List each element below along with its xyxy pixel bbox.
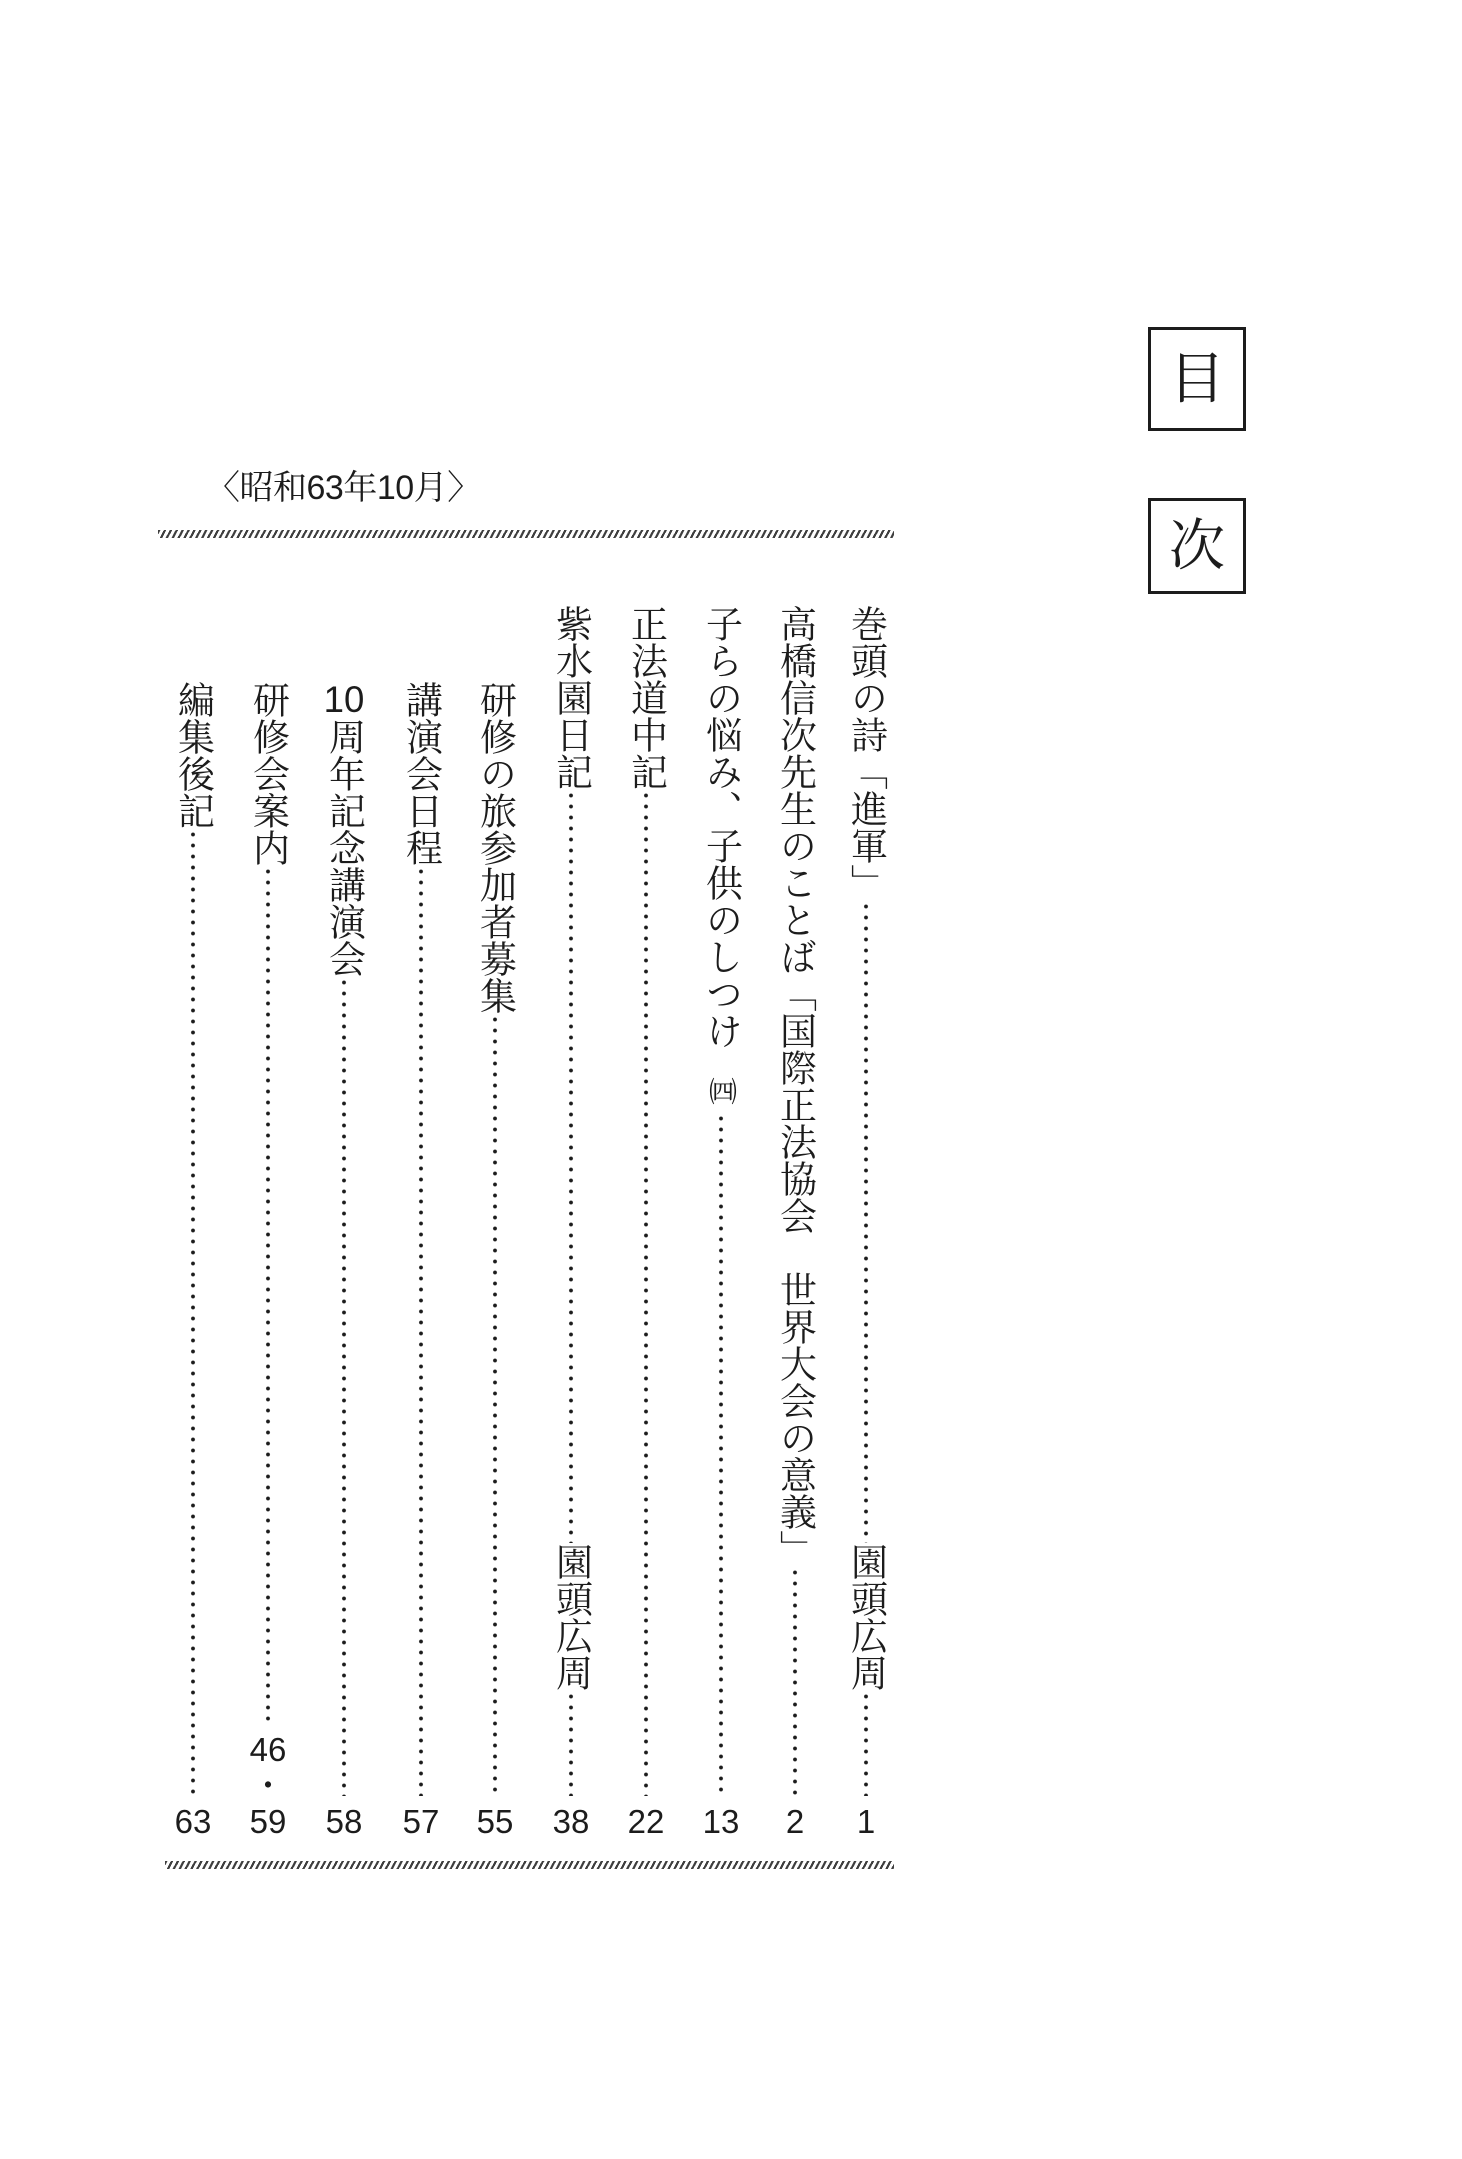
page-number: 22	[627, 1803, 665, 1840]
entry-title: 巻頭の詩「進軍」	[845, 605, 887, 901]
page-number: 55	[476, 1803, 514, 1840]
page-number: 63	[174, 1803, 212, 1840]
toc-entry	[621, 605, 671, 1840]
dot-leader	[567, 790, 575, 1543]
toc-entry	[841, 605, 891, 1840]
page-number: 58	[325, 1803, 363, 1840]
page-number: 2	[785, 1803, 805, 1840]
heading-char: 次	[1169, 514, 1225, 577]
page-number: 38	[552, 1803, 590, 1840]
entry-title: 正法道中記	[625, 605, 667, 790]
toc-entry	[546, 605, 596, 1840]
heading-char: 目	[1169, 347, 1225, 410]
toc-entry	[770, 605, 820, 1840]
dot-leader	[264, 866, 272, 1724]
toc-entry	[696, 605, 746, 1840]
toc-entry	[470, 681, 520, 1840]
dot-leader	[862, 901, 870, 1543]
entry-title: 紫水園日記	[550, 605, 592, 790]
dot-leader	[717, 1113, 725, 1796]
dot-leader	[642, 790, 650, 1796]
dot-leader	[567, 1691, 575, 1796]
toc-entry	[319, 681, 369, 1840]
top-rope-divider	[158, 530, 894, 538]
page-numbers	[250, 1732, 287, 1840]
page-number: 13	[702, 1803, 740, 1840]
dot-leader	[340, 977, 348, 1796]
entry-title: 研修の旅参加者募集	[474, 681, 516, 1014]
entry-title: 講演会日程	[400, 681, 442, 866]
page-number: 46	[249, 1731, 287, 1768]
toc-entry	[243, 681, 293, 1840]
entry-author: 園頭広周	[550, 1543, 592, 1691]
dot-leader	[417, 866, 425, 1796]
toc-entry	[396, 681, 446, 1840]
bottom-rope-divider	[165, 1861, 894, 1869]
entry-title: 10周年記念講演会	[323, 681, 365, 977]
issue-date: 〈昭和63年10月〉	[206, 469, 481, 507]
entry-title: 編集後記	[172, 681, 214, 829]
dot-leader	[862, 1691, 870, 1796]
entry-title: 高橋信次先生のことば「国際正法協会 世界大会の意義」	[774, 605, 816, 1567]
page-number: 57	[402, 1803, 440, 1840]
heading-box-moku	[1148, 327, 1246, 431]
entry-volume-number: ㈣	[706, 1077, 737, 1105]
entry-title: 子らの悩み、子供のしつけ	[700, 605, 742, 1049]
dot-leader	[189, 829, 197, 1796]
dot-leader	[791, 1567, 799, 1796]
toc-entry	[168, 681, 218, 1840]
page-separator: ・	[251, 1767, 285, 1804]
dot-leader	[491, 1014, 499, 1796]
page-number: 1	[856, 1803, 876, 1840]
entry-title: 研修会案内	[247, 681, 289, 866]
entry-author: 園頭広周	[845, 1543, 887, 1691]
heading-box-ji	[1148, 498, 1246, 594]
page-number: 59	[249, 1803, 287, 1840]
